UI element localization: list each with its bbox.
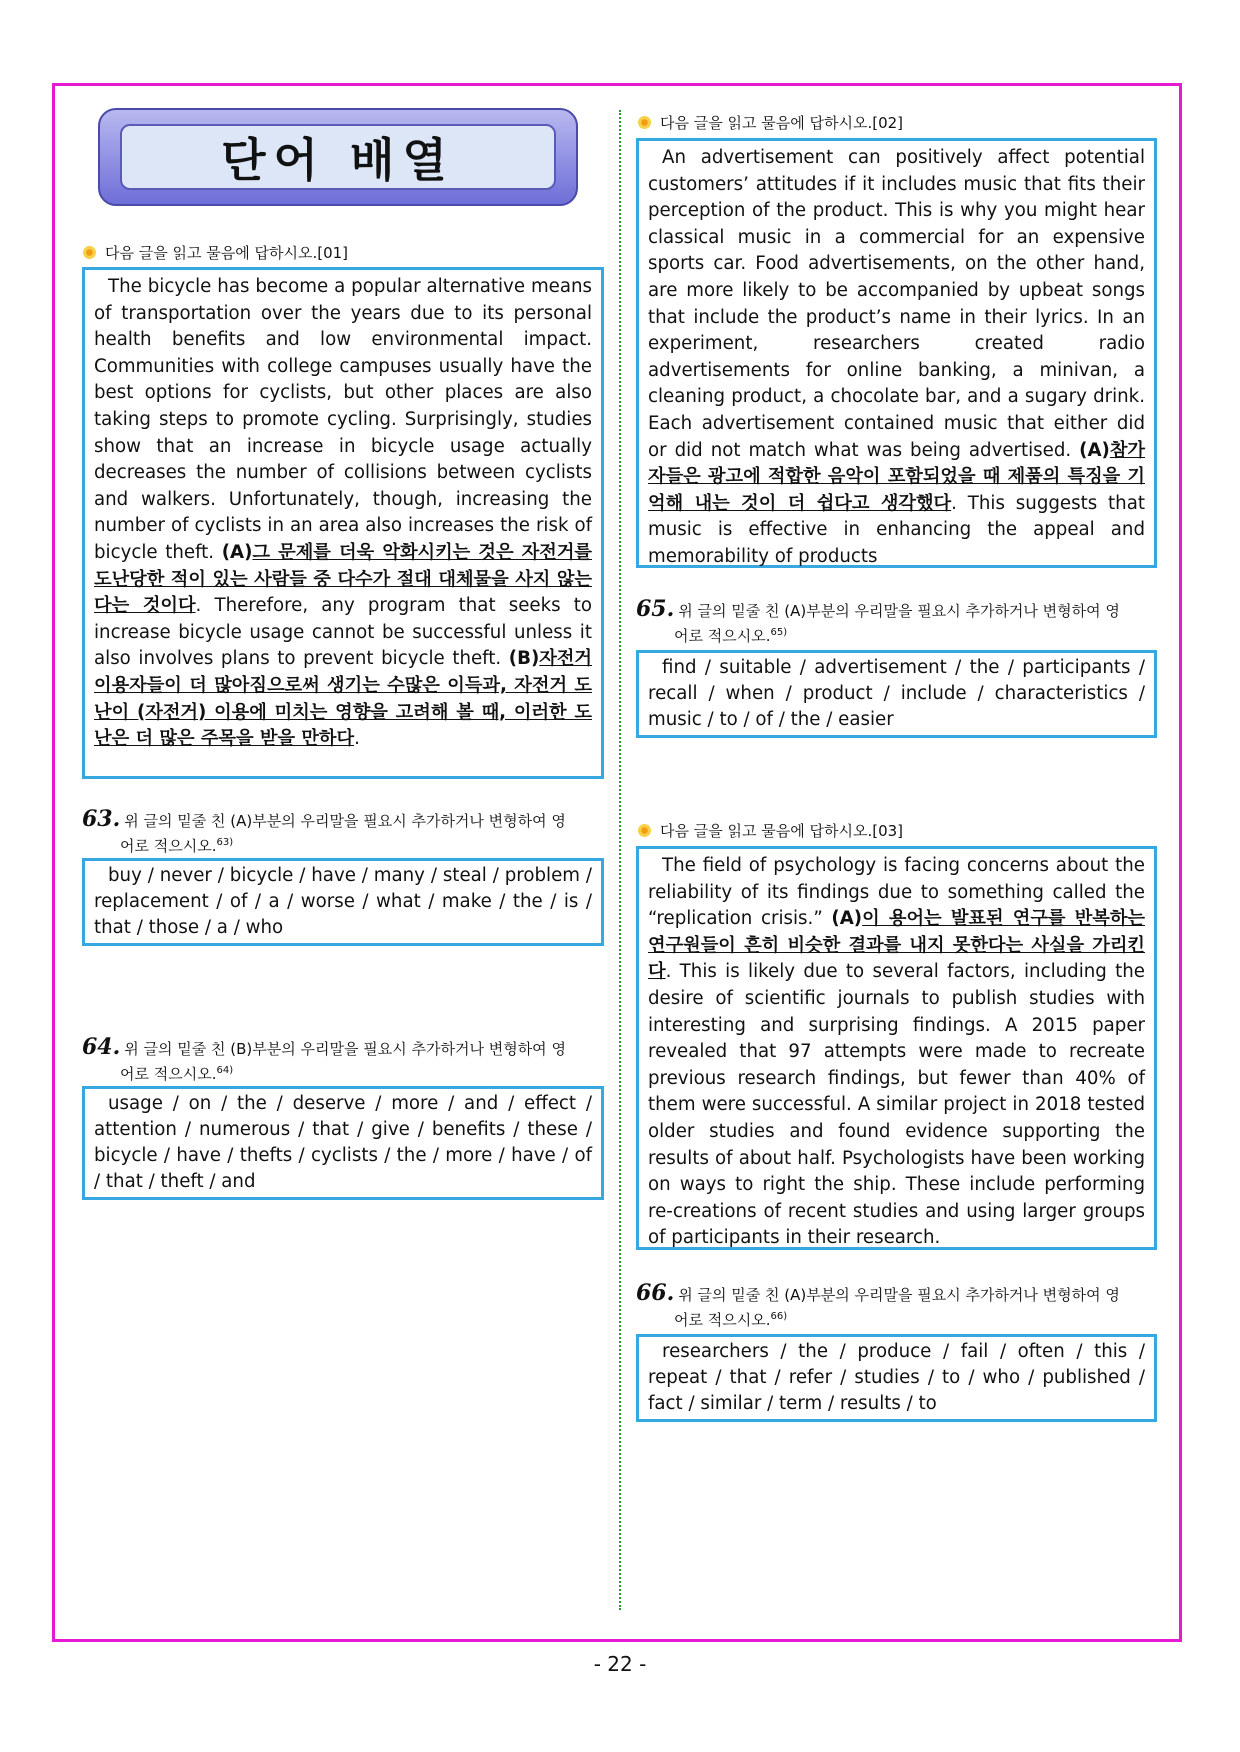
title-inner	[120, 124, 556, 190]
word-bank-63: buy / never / bicycle / have / many / steal / problem / replacement / of / a / worse / what / make / the / is / that / those / a / who	[82, 858, 604, 946]
question-65: 65. 위 글의 밑줄 친 (A)부분의 우리말을 필요시 추가하거나 변형하여 영 어로 적으시오.$^{65)}$	[636, 596, 1120, 645]
korean-b: 자전거 이용자들이 더 많아짐으로써 생기는 수많은 이득과, 자전거 도난이 (자전거) 이용에 미치는 영향을 고려해 볼 때, 이러한 도난은 더 많은 주목을 받을 만하다	[94, 648, 592, 750]
page-number: - 22 -	[593, 1652, 647, 1676]
question-64: 64. 위 글의 밑줄 친 (B)부분의 우리말을 필요시 추가하거나 변형하여 영 어로 적으시오.$^{64)}$	[82, 1034, 566, 1083]
passage-1-text: The bicycle has become a popular alternative means of transportation over the years due to its personal health benefits and low environmental impact. Communities with college campuses usually have the best options for cyclists, but other places are also taking steps to promote cycling. Surprisingly, studies show that an increase in bicycle usage actually decreases the number of collisions between cyclists and walkers. Unfortunately, though, increasing the number of cyclists in an area also increases the risk of bicycle theft. (A)그 문제를 더욱 악화시키는 것은 자전거를 도난당한 적이 있는 사람들 중 다수가 절대 대체물을 사지 않는다는 것이다. Therefore, any program that seeks to increase bicycle usage cannot be successful unless it also involves plans to prevent bicycle theft. (B)자전거 이용자들이 더 많아짐으로써 생기는 수많은 이득과, 자전거 도난이 (자전거) 이용에 미치는 영향을 고려해 볼 때, 이러한 도난은 더 많은 주목을 받을 만하다.	[94, 276, 592, 750]
passage-2-instruction: 다음 글을 읽고 물음에 답하시오.[02]	[637, 112, 903, 133]
passage-2-box	[636, 138, 1157, 568]
question-63: 63. 위 글의 밑줄 친 (A)부분의 우리말을 필요시 추가하거나 변형하여 영 어로 적으시오.$^{63)}$	[82, 806, 566, 855]
korean-a: 이 용어는 발표된 연구를 반복하는 연구원들이 흔히 비슷한 결과를 내지 못한다는 사실을 가리킨다	[648, 908, 1145, 983]
flower-icon	[82, 245, 97, 260]
korean-a: 그 문제를 더욱 악화시키는 것은 자전거를 도난당한 적이 있는 사람들 중 다수가 절대 대체물을 사지 않는다는 것이다	[94, 541, 592, 617]
passage-1-instruction: 다음 글을 읽고 물음에 답하시오.[01]	[82, 242, 348, 263]
passage-2-text: An advertisement can positively affect potential customers’ attitudes if it includes music that fits their perception of the product. This is why you might hear classical music in a commercial for an expensive sports car. Food advertisements, on the other hand, are more likely to be accompanied by upbeat songs that include the product’s name in their lyrics. In an experiment, researchers created radio advertisements for online banking, a minivan, a cleaning product, a chocolate bar, and a sugary drink. Each advertisement contained music that either did or did not match what was being advertised. (A)참가자들은 광고에 적합한 음악이 포함되었을 때 제품의 특징을 기억해 내는 것이 더 쉽다고 생각했다. This suggests that music is effective in enhancing the appeal and memorability of products	[648, 147, 1145, 567]
word-bank-66: researchers / the / produce / fail / often / this / repeat / that / refer / studies / to / who / published / fact / similar / term / results / to	[636, 1334, 1157, 1422]
passage-1-box	[82, 267, 604, 779]
page-title: 단어 배열	[221, 133, 455, 187]
korean-a: 참가자들은 광고에 적합한 음악이 포함되었을 때 제품의 특징을 기억해 내는 것이 더 쉽다고 생각했다	[648, 439, 1145, 514]
column-divider	[619, 110, 621, 1610]
passage-3-instruction: 다음 글을 읽고 물음에 답하시오.[03]	[637, 820, 903, 841]
word-bank-64: usage / on / the / deserve / more / and / effect / attention / numerous / that / give / benefits / these / bicycle / have / thefts / cyclists / the / more / have / of / that / theft / and	[82, 1086, 604, 1200]
title-badge	[98, 108, 578, 206]
flower-icon	[637, 823, 652, 838]
word-bank-65: find / suitable / advertisement / the / participants / recall / when / product / include / characteristics / music / to / of / the / easier	[636, 650, 1157, 738]
passage-3-box	[636, 846, 1157, 1250]
question-66: 66. 위 글의 밑줄 친 (A)부분의 우리말을 필요시 추가하거나 변형하여 영 어로 적으시오.$^{66)}$	[636, 1280, 1120, 1329]
flower-icon	[637, 115, 652, 130]
passage-3-text: The field of psychology is facing concerns about the reliability of its findings due to something called the “replication crisis.” (A)이 용어는 발표된 연구를 반복하는 연구원들이 흔히 비슷한 결과를 내지 못한다는 사실을 가리킨다. This is likely due to several factors, including the desire of scientific journals to publish studies with interesting and surprising findings. A 2015 paper revealed that 97 attempts were made to recreate previous research findings, but fewer than 40% of them were successful. A similar project in 2018 tested older studies and found evidence supporting the results of about half. Psychologists have been working on ways to right the ship. These include performing re-creations of recent studies and using larger groups of participants in their research.	[648, 855, 1145, 1249]
